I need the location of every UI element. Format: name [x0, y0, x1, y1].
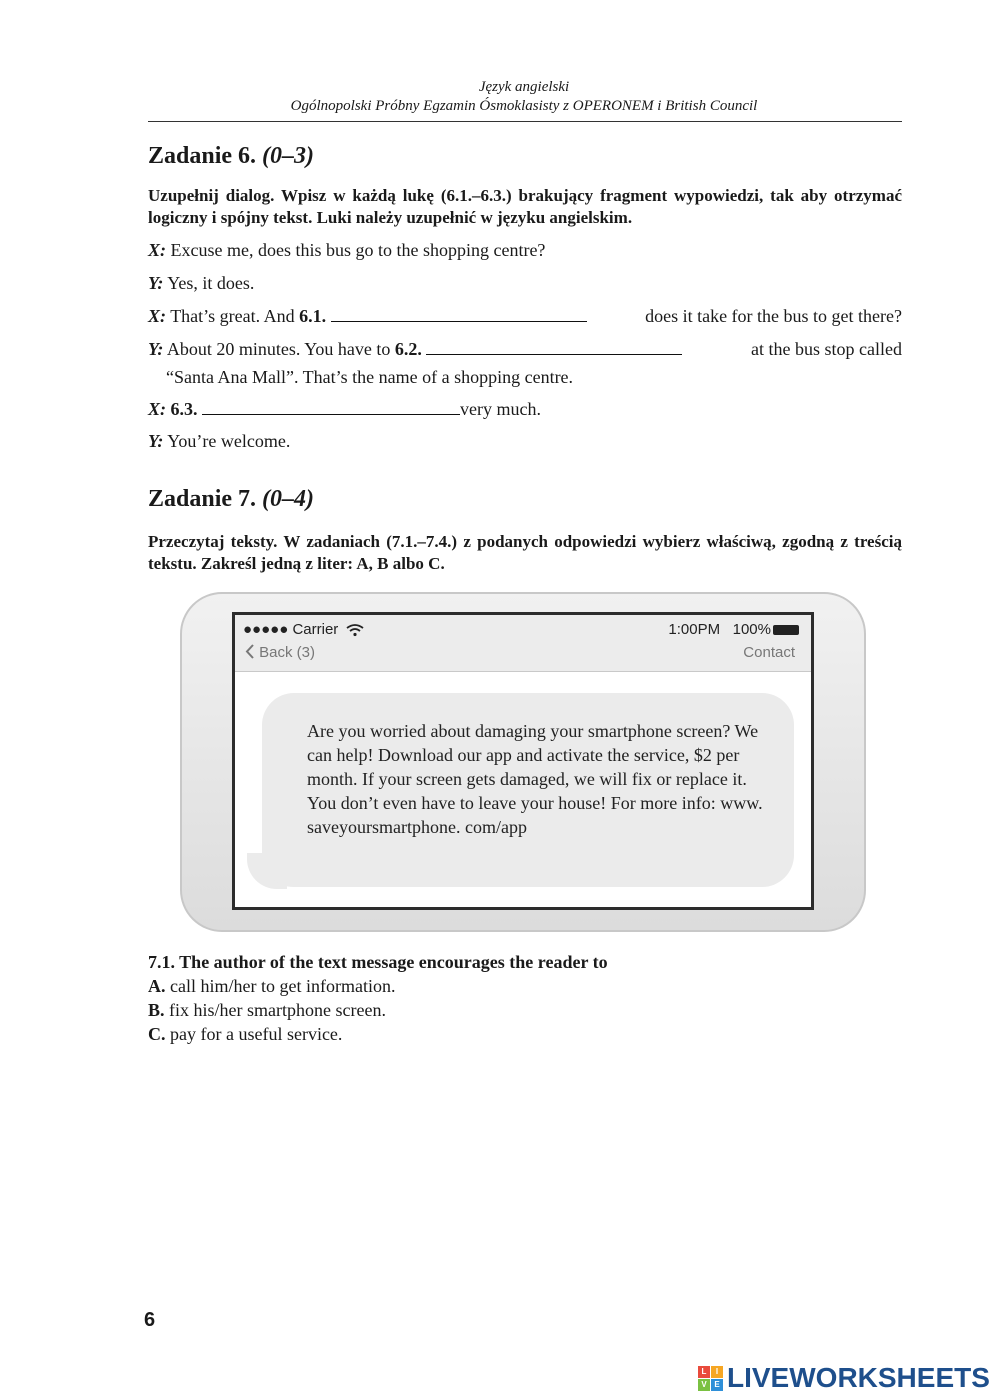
header-exam-title: Ogólnopolski Próbny Egzamin Ósmoklasisty z OPERONEM i British Council [290, 98, 758, 114]
chevron-left-icon [245, 644, 255, 659]
carrier-label: ●●●●● Carrier [243, 621, 364, 638]
status-right [668, 621, 799, 638]
battery-icon [773, 625, 799, 635]
question-7-1: 7.1. The author of the text message encourages the reader to [148, 952, 608, 972]
liveworksheets-logo: L I V E LIVEWORKSHEETS [698, 1362, 990, 1394]
task6-instruction: Uzupełnij dialog. Wpisz w każdą lukę (6.1.–6.3.) brakujący fragment wypowiedzi, tak aby otrzymać logiczny i spójny tekst. Luki należy uzupełnić w języku angielskim. [148, 186, 902, 227]
dialog-line: X: 6.3. very much. [148, 395, 902, 423]
header-divider [148, 121, 902, 122]
wifi-icon [346, 624, 364, 637]
task7-instruction: Przeczytaj teksty. W zadaniach (7.1.–7.4.) z podanych odpowiedzi wybierz właściwą, zgodną z treścią tekstu. Zakreśl jedną z liter: A, B albo C. [148, 532, 902, 573]
page-header [148, 78, 900, 116]
gap-6-1-input[interactable] [331, 303, 587, 322]
task7-title: Zadanie 7. (0–4) [148, 486, 315, 512]
page-number: 6 [144, 1309, 156, 1331]
dialog-line: X: That’s great. And 6.1. does it take for the bus to get there? [148, 302, 902, 330]
back-button[interactable]: Back (3) [245, 644, 315, 661]
option-c[interactable]: C. pay for a useful service. [148, 1024, 343, 1044]
message-text: Are you worried about damaging your smartphone screen? We can help! Download our app and activate the service, $2 per month. If your screen gets damaged, we will fix or replace it. You don’t even have to leave your house! For more info: www. saveyoursmartphone. com/app [307, 721, 763, 837]
dialog-line: Y: Yes, it does. [148, 273, 255, 293]
status-bar [235, 615, 811, 672]
battery-label: 100% [732, 621, 771, 638]
gap-6-3-input[interactable] [202, 396, 460, 415]
option-a[interactable]: A. call him/her to get information. [148, 976, 396, 996]
dialog-line: Y: You’re welcome. [148, 431, 291, 451]
task6-title: Zadanie 6. (0–3) [148, 143, 315, 169]
logo-icon: L I V E [698, 1366, 723, 1391]
header-subject: Język angielski [478, 79, 570, 95]
gap-6-2-input[interactable] [426, 336, 682, 355]
time-label: 1:00PM [668, 621, 721, 638]
option-b[interactable]: B. fix his/her smartphone screen. [148, 1000, 386, 1020]
dialog-line: X: Excuse me, does this bus go to the shopping centre? [148, 240, 546, 260]
contact-button[interactable]: Contact [743, 644, 795, 661]
dialog-line: Y: About 20 minutes. You have to 6.2. at the bus stop called “Santa Ana Mall”. That’s the name of a shopping centre. [148, 335, 902, 391]
phone-screen [232, 612, 814, 910]
